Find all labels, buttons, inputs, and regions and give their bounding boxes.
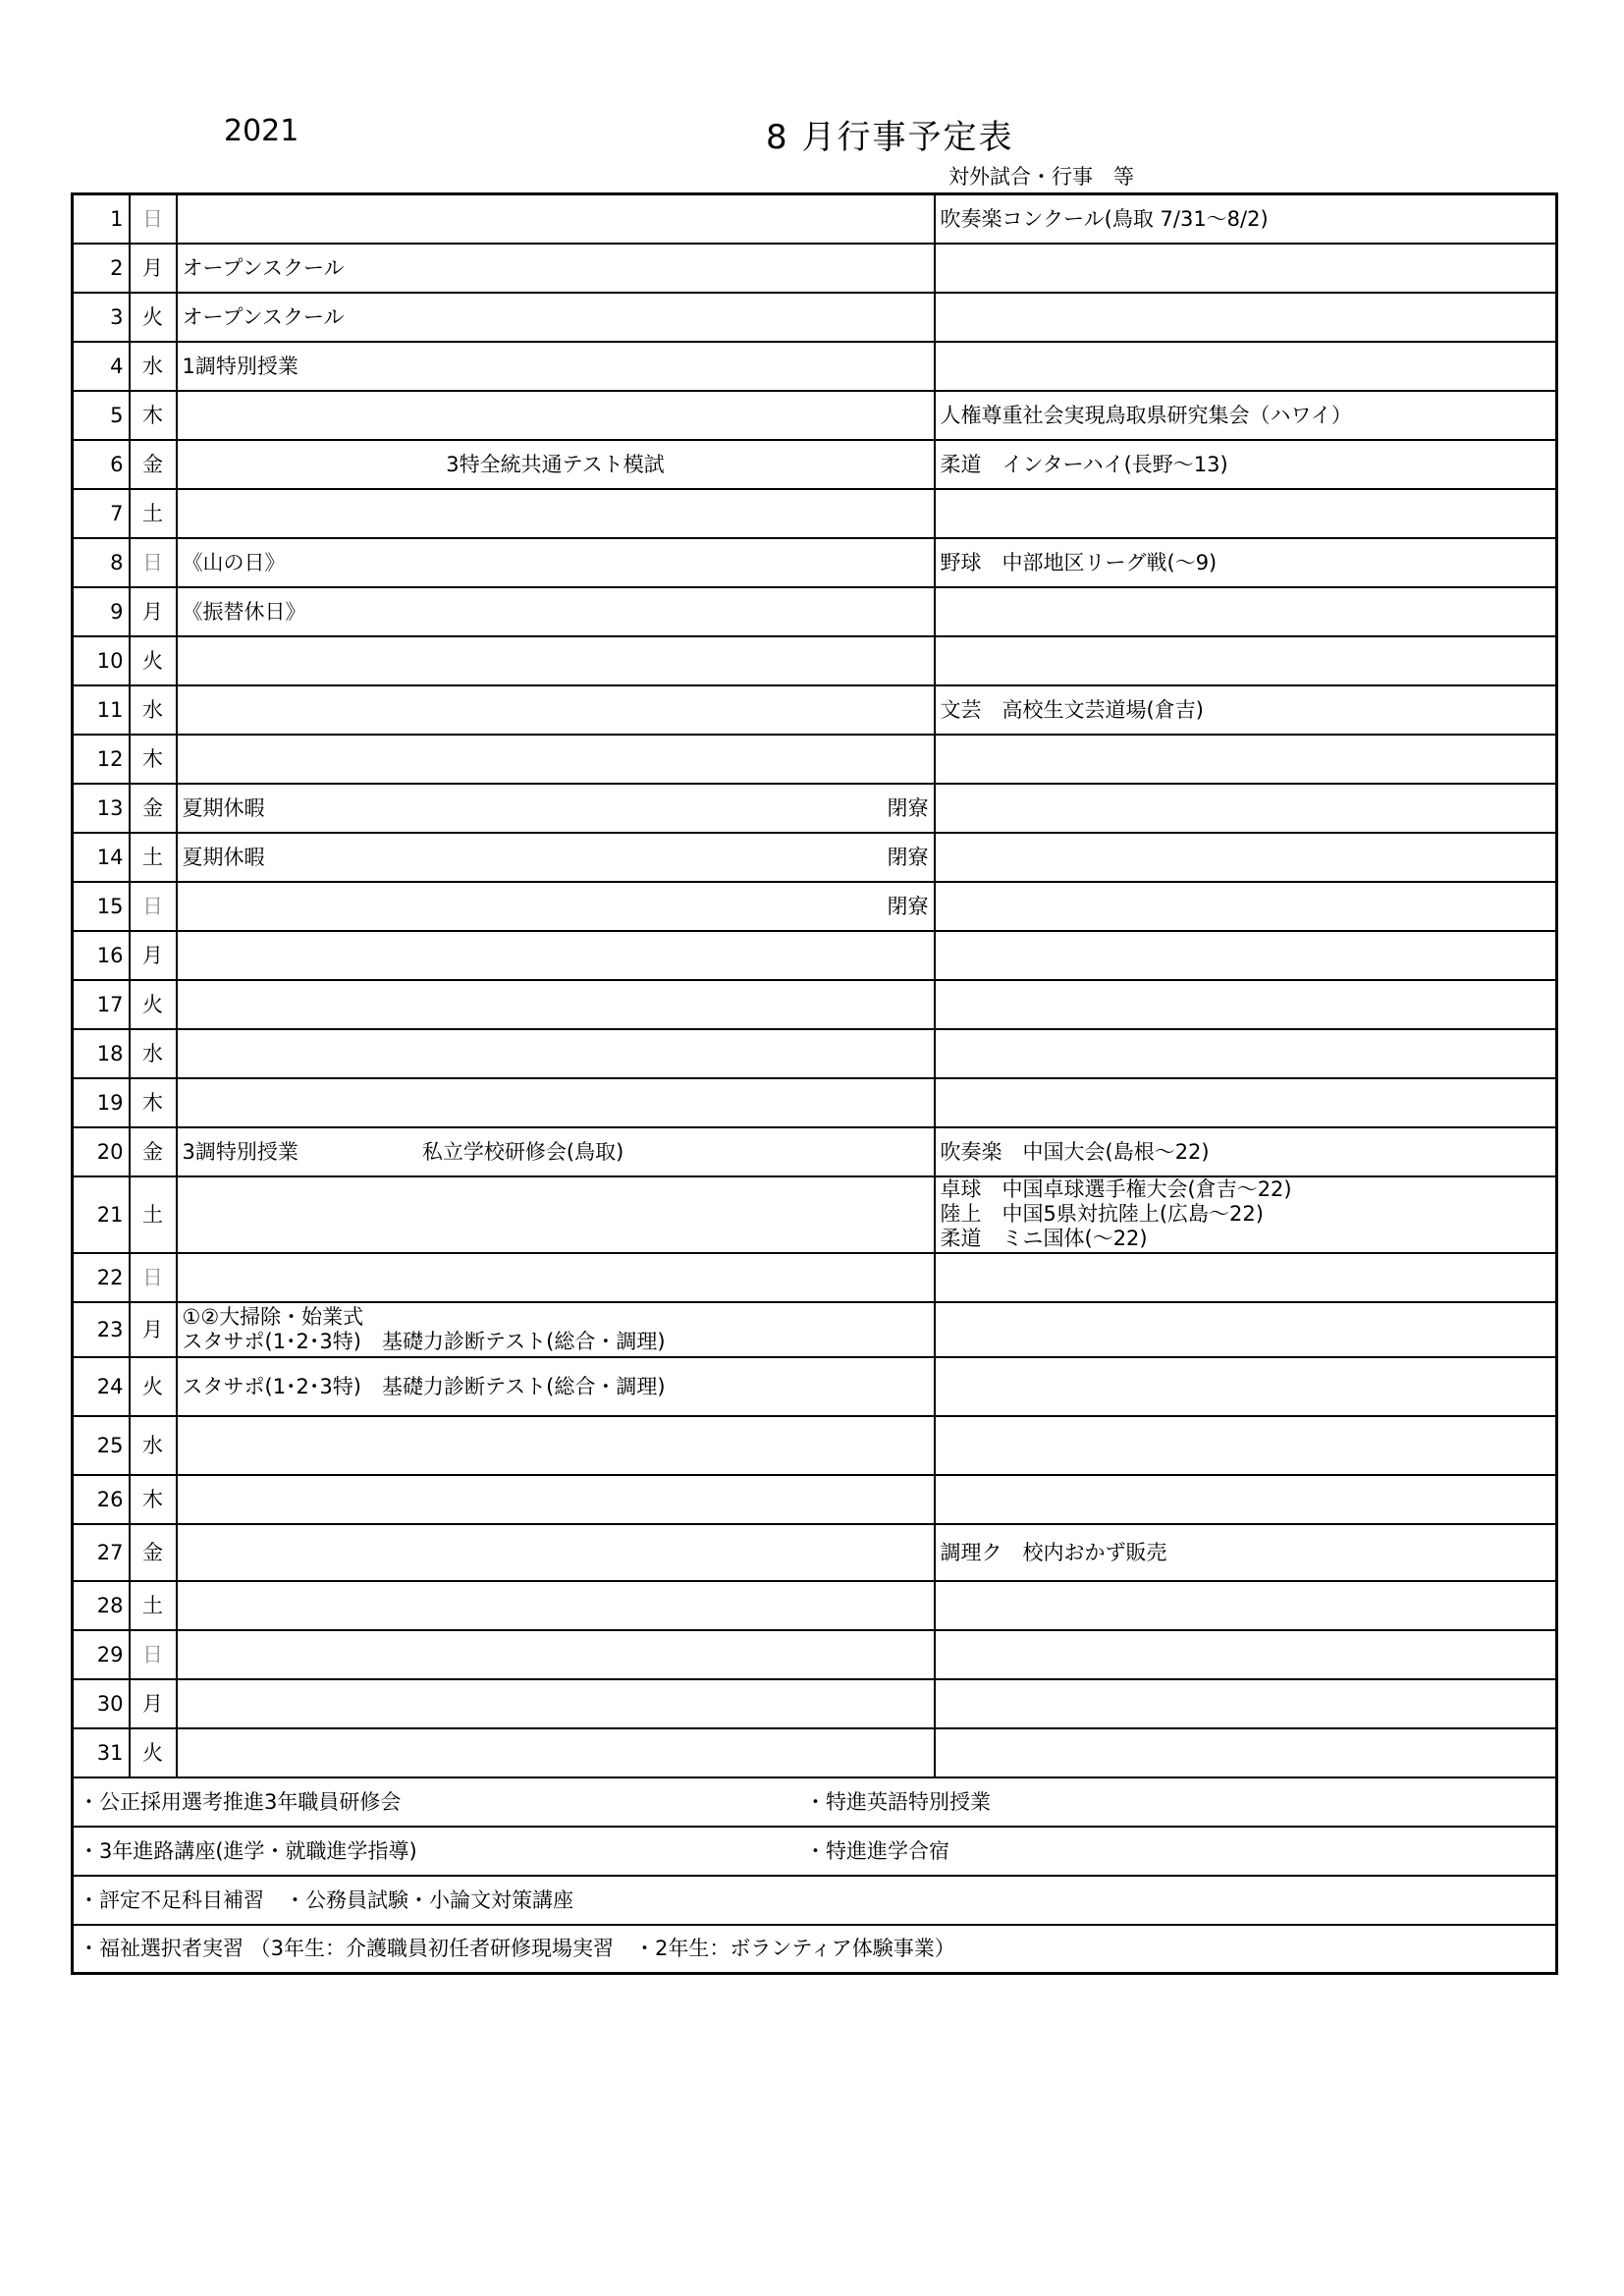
school-event-text: 夏期休暇: [182, 795, 265, 820]
table-row: [73, 1630, 1557, 1679]
weekday: 金: [130, 440, 177, 489]
school-event-text: 3調特別授業: [182, 1139, 298, 1164]
external-event-cell: [935, 882, 1557, 931]
weekday: 月: [130, 244, 177, 293]
table-row: [73, 931, 1557, 980]
schedule-table: [71, 192, 1558, 1975]
external-event-cell: [935, 1581, 1557, 1630]
table-row: [73, 1728, 1557, 1777]
day-number: 11: [73, 685, 130, 735]
external-event-cell: [935, 1475, 1557, 1524]
school-event-cell: [177, 882, 935, 931]
weekday: 日: [130, 882, 177, 931]
table-row: [73, 391, 1557, 440]
day-number: 17: [73, 980, 130, 1029]
table-row: [73, 1302, 1557, 1357]
table-row: [73, 833, 1557, 882]
school-event-cell: [177, 980, 935, 1029]
table-row: [73, 342, 1557, 391]
table-row: [73, 1475, 1557, 1524]
external-event-cell: 文芸 高校生文芸道場(倉吉): [935, 685, 1557, 735]
school-event-cell: [177, 538, 935, 587]
external-event-cell: [935, 293, 1557, 342]
note-item: ・福祉選択者実習 （3年生：介護職員初任者研修現場実習 ・2年生：ボランティア体験事業）: [79, 1937, 955, 1961]
school-event-cell: [177, 735, 935, 784]
school-event-text: 3特全統共通テスト模試: [446, 452, 665, 476]
day-number: 21: [73, 1176, 130, 1253]
day-number: 1: [73, 194, 130, 244]
day-number: 15: [73, 882, 130, 931]
weekday: 金: [130, 784, 177, 833]
note-cell: [73, 1925, 1557, 1974]
day-number: 26: [73, 1475, 130, 1524]
school-event-cell: [177, 1176, 935, 1253]
day-number: 30: [73, 1679, 130, 1728]
day-number: 2: [73, 244, 130, 293]
note-row: [73, 1827, 1557, 1876]
page-title: 8 月行事予定表: [766, 118, 1014, 157]
external-event-cell: [935, 1679, 1557, 1728]
day-number: 13: [73, 784, 130, 833]
day-number: 14: [73, 833, 130, 882]
external-event-line: 柔道 ミニ国体(～22): [940, 1227, 1148, 1250]
external-event-cell: [935, 1029, 1557, 1078]
school-event-text: 1調特別授業: [182, 354, 298, 378]
table-row: [73, 1357, 1557, 1416]
school-event-cell: [177, 1679, 935, 1728]
weekday: 木: [130, 391, 177, 440]
external-event-cell: [935, 784, 1557, 833]
external-event-cell: 調理ク 校内おかず販売: [935, 1524, 1557, 1581]
school-event-cell: [177, 685, 935, 735]
dorm-closed-label: 閉寮: [887, 845, 929, 869]
weekday: 月: [130, 1679, 177, 1728]
school-event-cell: [177, 342, 935, 391]
weekday: 月: [130, 931, 177, 980]
weekday: 日: [130, 1630, 177, 1679]
school-event-text: 夏期休暇: [182, 845, 265, 869]
school-event-cell: [177, 1302, 935, 1357]
external-event-cell: 柔道 インターハイ(長野～13): [935, 440, 1557, 489]
school-event-text: スタサポ(1･2･3特) 基礎力診断テスト(総合・調理): [182, 1374, 666, 1398]
day-number: 23: [73, 1302, 130, 1357]
note-item: ・公正採用選考推進3年職員研修会: [79, 1789, 402, 1814]
school-event-cell: [177, 636, 935, 685]
school-event-cell: [177, 391, 935, 440]
school-event-text: 《振替休日》: [182, 599, 306, 624]
day-number: 22: [73, 1253, 130, 1302]
weekday: 日: [130, 194, 177, 244]
weekday: 木: [130, 735, 177, 784]
external-event-cell: [935, 1302, 1557, 1357]
weekday: 水: [130, 1029, 177, 1078]
external-event-cell: [935, 1416, 1557, 1475]
day-number: 8: [73, 538, 130, 587]
external-event-line: 陸上 中国5県対抗陸上(広島～22): [940, 1202, 1264, 1226]
external-event-cell: [935, 1728, 1557, 1777]
dorm-closed-label: 閉寮: [887, 795, 929, 820]
table-row: [73, 293, 1557, 342]
external-event-cell: 人権尊重社会実現鳥取県研究集会（ハワイ）: [935, 391, 1557, 440]
note-item: ・特進英語特別授業: [805, 1789, 991, 1814]
weekday: 火: [130, 636, 177, 685]
school-event-cell: [177, 440, 935, 489]
school-event-cell: [177, 293, 935, 342]
note-cell: [73, 1827, 1557, 1876]
school-event-cell: [177, 1253, 935, 1302]
weekday: 月: [130, 587, 177, 636]
day-number: 28: [73, 1581, 130, 1630]
school-event-extra: 私立学校研修会(鳥取): [421, 1139, 624, 1164]
note-item: ・評定不足科目補習 ・公務員試験・小論文対策講座: [79, 1887, 573, 1912]
school-event-line: ①②大掃除・始業式: [182, 1304, 364, 1329]
table-row: [73, 1029, 1557, 1078]
table-row: [73, 440, 1557, 489]
school-event-cell: [177, 1524, 935, 1581]
day-number: 3: [73, 293, 130, 342]
note-item: ・3年進路講座(進学・就職進学指導): [79, 1838, 417, 1863]
note-cell: [73, 1876, 1557, 1925]
weekday: 日: [130, 538, 177, 587]
weekday: 火: [130, 1728, 177, 1777]
school-event-cell: [177, 1581, 935, 1630]
table-row: [73, 1078, 1557, 1127]
school-event-cell: [177, 833, 935, 882]
external-event-cell: [935, 1357, 1557, 1416]
external-event-cell: 吹奏楽コンクール(鳥取 7/31～8/2): [935, 194, 1557, 244]
table-row: [73, 1176, 1557, 1253]
table-row: [73, 1679, 1557, 1728]
year-label: 2021: [224, 114, 299, 148]
external-event-cell: [935, 833, 1557, 882]
day-number: 19: [73, 1078, 130, 1127]
school-event-line: スタサポ(1･2･3特) 基礎力診断テスト(総合・調理): [182, 1329, 666, 1353]
day-number: 9: [73, 587, 130, 636]
table-row: [73, 784, 1557, 833]
school-event-cell: [177, 587, 935, 636]
external-event-cell: [935, 1630, 1557, 1679]
external-event-cell: [935, 1253, 1557, 1302]
external-event-cell: [935, 244, 1557, 293]
table-row: [73, 636, 1557, 685]
external-event-cell: [935, 636, 1557, 685]
school-event-text: オープンスクール: [182, 255, 345, 280]
day-number: 12: [73, 735, 130, 784]
weekday: 金: [130, 1524, 177, 1581]
school-event-cell: [177, 489, 935, 538]
table-row: [73, 1524, 1557, 1581]
school-event-cell: [177, 1475, 935, 1524]
table-row: [73, 1581, 1557, 1630]
weekday: 火: [130, 980, 177, 1029]
day-number: 31: [73, 1728, 130, 1777]
day-number: 25: [73, 1416, 130, 1475]
weekday: 火: [130, 1357, 177, 1416]
external-event-cell: 吹奏楽 中国大会(島根～22): [935, 1127, 1557, 1176]
school-event-cell: [177, 1029, 935, 1078]
day-number: 4: [73, 342, 130, 391]
dorm-closed-label: 閉寮: [887, 894, 929, 918]
table-row: [73, 244, 1557, 293]
weekday: 土: [130, 489, 177, 538]
external-event-cell: [935, 931, 1557, 980]
day-number: 7: [73, 489, 130, 538]
school-event-text: オープンスクール: [182, 304, 345, 329]
table-row: [73, 1416, 1557, 1475]
note-row: [73, 1777, 1557, 1827]
weekday: 土: [130, 833, 177, 882]
table-row: [73, 1253, 1557, 1302]
table-row: [73, 882, 1557, 931]
table-row: [73, 194, 1557, 244]
day-number: 18: [73, 1029, 130, 1078]
school-event-cell: [177, 1728, 935, 1777]
day-number: 20: [73, 1127, 130, 1176]
weekday: 土: [130, 1176, 177, 1253]
day-number: 27: [73, 1524, 130, 1581]
external-event-cell: 野球 中部地区リーグ戦(～9): [935, 538, 1557, 587]
weekday: 水: [130, 342, 177, 391]
note-row: [73, 1925, 1557, 1974]
weekday: 金: [130, 1127, 177, 1176]
day-number: 29: [73, 1630, 130, 1679]
table-row: [73, 1127, 1557, 1176]
external-event-cell: [935, 980, 1557, 1029]
external-event-cell: [935, 342, 1557, 391]
day-number: 6: [73, 440, 130, 489]
weekday: 月: [130, 1302, 177, 1357]
weekday: 水: [130, 1416, 177, 1475]
weekday: 水: [130, 685, 177, 735]
school-event-cell: [177, 1078, 935, 1127]
day-number: 5: [73, 391, 130, 440]
table-row: [73, 587, 1557, 636]
external-event-cell: [935, 735, 1557, 784]
weekday: 火: [130, 293, 177, 342]
day-number: 10: [73, 636, 130, 685]
column-header-external: 対外試合・行事 等: [948, 165, 1134, 189]
school-event-text: 《山の日》: [182, 550, 286, 574]
note-item: ・特進進学合宿: [805, 1838, 949, 1863]
day-number: 16: [73, 931, 130, 980]
weekday: 木: [130, 1475, 177, 1524]
external-event-cell: [935, 489, 1557, 538]
note-row: [73, 1876, 1557, 1925]
school-event-cell: [177, 1630, 935, 1679]
table-row: [73, 685, 1557, 735]
table-row: [73, 538, 1557, 587]
school-event-cell: [177, 1416, 935, 1475]
note-cell: [73, 1777, 1557, 1827]
table-row: [73, 980, 1557, 1029]
school-event-cell: [177, 194, 935, 244]
school-event-cell: [177, 931, 935, 980]
day-number: 24: [73, 1357, 130, 1416]
table-row: [73, 735, 1557, 784]
external-event-cell: [935, 587, 1557, 636]
table-row: [73, 489, 1557, 538]
weekday: 木: [130, 1078, 177, 1127]
external-event-cell: [935, 1078, 1557, 1127]
school-event-cell: [177, 244, 935, 293]
school-event-cell: [177, 1357, 935, 1416]
school-event-cell: [177, 784, 935, 833]
school-event-cell: [177, 1127, 935, 1176]
external-event-cell: [935, 1176, 1557, 1253]
weekday: 土: [130, 1581, 177, 1630]
weekday: 日: [130, 1253, 177, 1302]
external-event-line: 卓球 中国卓球選手権大会(倉吉～22): [940, 1177, 1292, 1201]
